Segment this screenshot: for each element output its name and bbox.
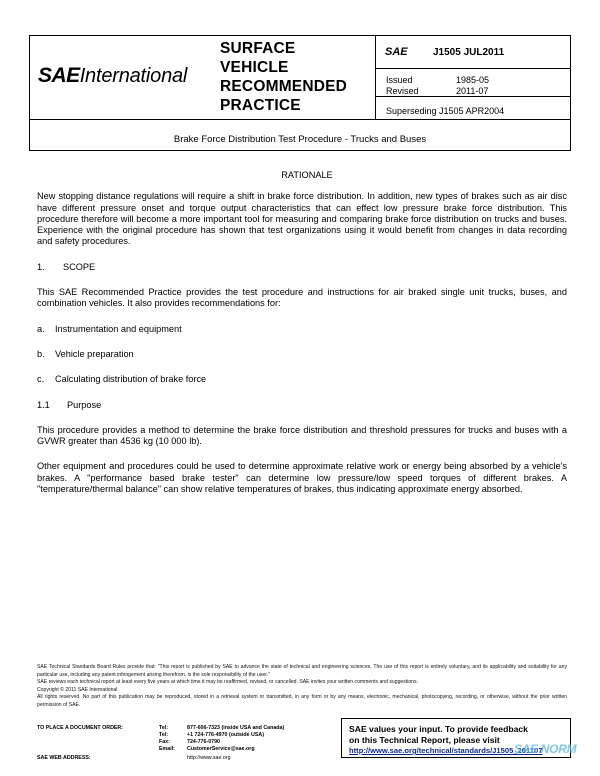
review-note: SAE reviews each technical report at least every five years at which time it may be reaffirmed, revised, or cancelled. SAE invites your written comments and suggestions.	[37, 679, 418, 686]
list-item	[37, 324, 567, 335]
issued-label: Issued	[386, 75, 413, 85]
header-top-row	[30, 36, 570, 120]
tel-value: 877-606-7323 (inside USA and Canada)	[187, 725, 285, 731]
list-marker: b.	[37, 348, 45, 359]
tel2-value: +1 724-776-4970 (outside USA)	[187, 732, 264, 738]
tsb-rules-note: SAE Technical Standards Board Rules provide that: "This report is published by SAE to advance the state of technical and engineering sciences. The use of this report is entirely voluntary, and its applicability and suitability for any particular use, including any patent infringement arising therefrom, is the sole responsibility of the user."	[37, 664, 567, 678]
document-type	[220, 36, 370, 120]
scope-heading	[37, 262, 567, 273]
superseding: Superseding J1505 APR2004	[386, 106, 505, 116]
feedback-link[interactable]: http://www.sae.org/technical/standards/J1505_201107	[349, 746, 543, 755]
feedback-line2: on this Technical Report, please visit	[349, 735, 500, 745]
purpose-paragraph: This procedure provides a method to determine the brake force distribution and threshold pressures for trucks and buses with a GVWR greater than 4536 kg (10 000 lb).	[37, 424, 567, 447]
list-text: Instrumentation and equipment	[55, 323, 182, 334]
doc-type-line: PRACTICE	[220, 97, 301, 114]
doc-type-line: VEHICLE	[220, 59, 289, 76]
logo-international: International	[79, 65, 188, 87]
fax-value: 724-776-0790	[187, 739, 220, 745]
scope-number: 1.	[37, 261, 45, 272]
doc-type-line: RECOMMENDED	[220, 78, 348, 95]
purpose-number: 1.1	[37, 399, 50, 410]
list-item	[37, 349, 567, 360]
document-header	[29, 35, 571, 151]
tel-label: Tel:	[159, 725, 169, 731]
rationale-heading: RATIONALE	[281, 170, 333, 180]
scope-paragraph: This SAE Recommended Practice provides the test procedure and instructions for air braked single unit trucks, buses, and combination vehicles. It also provides recommendations for:	[37, 287, 567, 309]
footer-notes	[37, 664, 567, 710]
order-label: TO PLACE A DOCUMENT ORDER:	[37, 725, 124, 731]
list-text: Vehicle preparation	[55, 348, 134, 359]
rights-note: All rights reserved. No part of this publication may be reproduced, stored in a retrieval system or transmitted, in any form or by any means, electronic, mechanical, photocopying, recording, or otherwise, without the prior written permission of SAE.	[37, 694, 567, 708]
dates-row	[376, 69, 570, 97]
email-value[interactable]: CustomerService@sae.org	[187, 746, 255, 752]
document-body	[37, 170, 567, 495]
feedback-line1: SAE values your input. To provide feedback	[349, 724, 528, 734]
doc-type-line: SURFACE	[220, 40, 296, 57]
sae-international-logo	[38, 64, 187, 88]
list-item	[37, 374, 567, 385]
scope-title: SCOPE	[63, 261, 96, 272]
document-meta	[375, 36, 570, 120]
purpose-heading	[37, 400, 567, 411]
rationale-paragraph: New stopping distance regulations will require a shift in brake force distribution. In addition, new types of brakes such as air disc have different pressure onset and torque output characteristics that can effect low pressure brake force distribution. This procedure therefore will become a more important tool for measuring and comparing brake force distribution on trucks and buses. Experience with the original procedure has shown that test organizations using it would benefit from changes in data recording and safety procedures.	[37, 191, 567, 247]
revised-value: 2011-07	[456, 86, 489, 96]
web-link[interactable]: http://www.sae.org	[187, 755, 231, 761]
sae-mini-logo: SAE	[385, 46, 408, 58]
list-marker: c.	[37, 374, 45, 385]
tel2-label: Tel:	[159, 732, 169, 738]
email-label: Email:	[159, 746, 175, 752]
document-title: Brake Force Distribution Test Procedure - Trucks and Buses	[173, 134, 427, 145]
doc-number: J1505 JUL2011	[433, 47, 505, 58]
purpose-title: Purpose	[67, 399, 102, 410]
list-text: Calculating distribution of brake force	[55, 374, 207, 385]
sae-norm-watermark: SAE NORM	[514, 742, 577, 756]
list-marker: a.	[37, 323, 45, 334]
fax-label: Fax:	[159, 739, 170, 745]
issued-value: 1985-05	[456, 75, 490, 85]
copyright-note: Copyright © 2011 SAE International	[37, 686, 118, 693]
logo-cell	[30, 36, 220, 120]
web-label: SAE WEB ADDRESS:	[37, 755, 91, 761]
other-paragraph: Other equipment and procedures could be used to determine approximate relative work or energy being absorbed by a vehicle's brakes. A "performance based brake tester" can determine low pressure/low speed torques of different brakes. A "temperature/thermal balance" can show relative temperatures of brakes, thus indicating approximate energy absorbed.	[37, 461, 567, 495]
doc-number-row	[376, 36, 570, 69]
logo-sae: SAE	[38, 64, 80, 87]
revised-label: Revised	[386, 86, 419, 96]
